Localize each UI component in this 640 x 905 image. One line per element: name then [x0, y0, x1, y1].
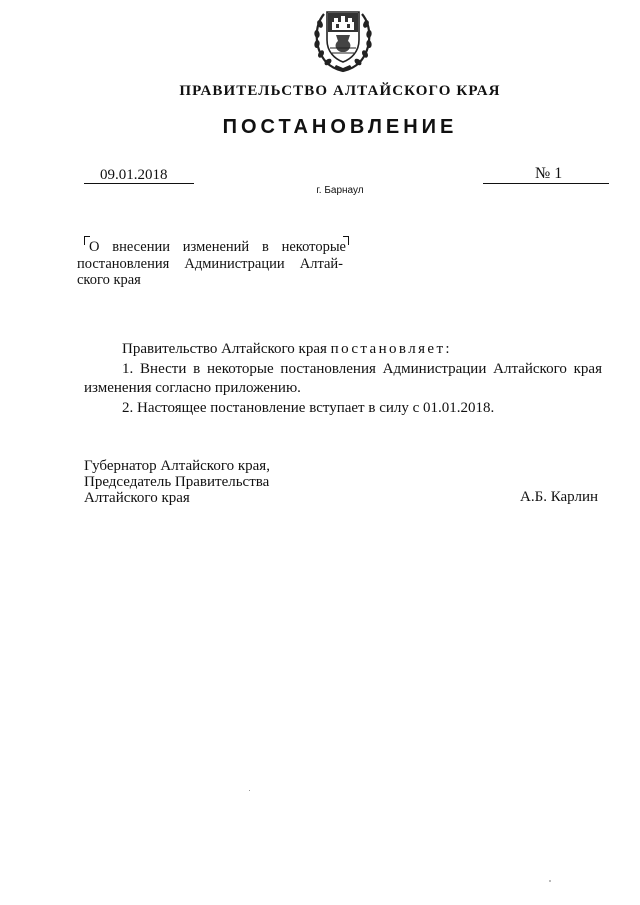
decree-item-1: 1. Внести в некоторые постановления Администрации Алтайского края — [122, 360, 602, 377]
altai-krai-coat-of-arms-icon — [310, 4, 376, 74]
decree-item-1-continuation: изменения согласно приложению. — [84, 380, 301, 396]
document-subject — [77, 239, 346, 289]
scan-speck — [249, 790, 250, 791]
scan-speck — [549, 880, 551, 882]
document-date: 09.01.2018 — [100, 167, 168, 183]
decree-intro — [84, 340, 602, 360]
government-title: ПРАВИТЕЛЬСТВО АЛТАЙСКОГО КРАЯ — [179, 83, 501, 99]
position-line: Алтайского края — [84, 490, 190, 506]
decree-item-2: 2. Настоящее постановление вступает в силу с 01.01.2018. — [122, 399, 495, 416]
signatory-position — [84, 458, 270, 506]
subject-line: О внесении изменений в некоторые — [89, 239, 346, 255]
number-underline — [483, 183, 609, 184]
position-line: Губернатор Алтайского края, — [84, 458, 270, 474]
document-number: № 1 — [535, 165, 563, 182]
signatory-name: А.Б. Карлин — [520, 489, 599, 505]
subject-line: постановления Администрации Алтай- — [77, 255, 343, 272]
intro-keyword: постановляет: — [330, 341, 452, 357]
position-line: Председатель Правительства — [84, 474, 270, 490]
subject-line: ского края — [77, 272, 141, 288]
intro-text: Правительство Алтайского края — [122, 341, 331, 357]
document-type-title: ПОСТАНОВЛЕНИЕ — [222, 116, 458, 138]
document-body — [84, 340, 602, 418]
city-label: г. Барнаул — [316, 185, 364, 196]
